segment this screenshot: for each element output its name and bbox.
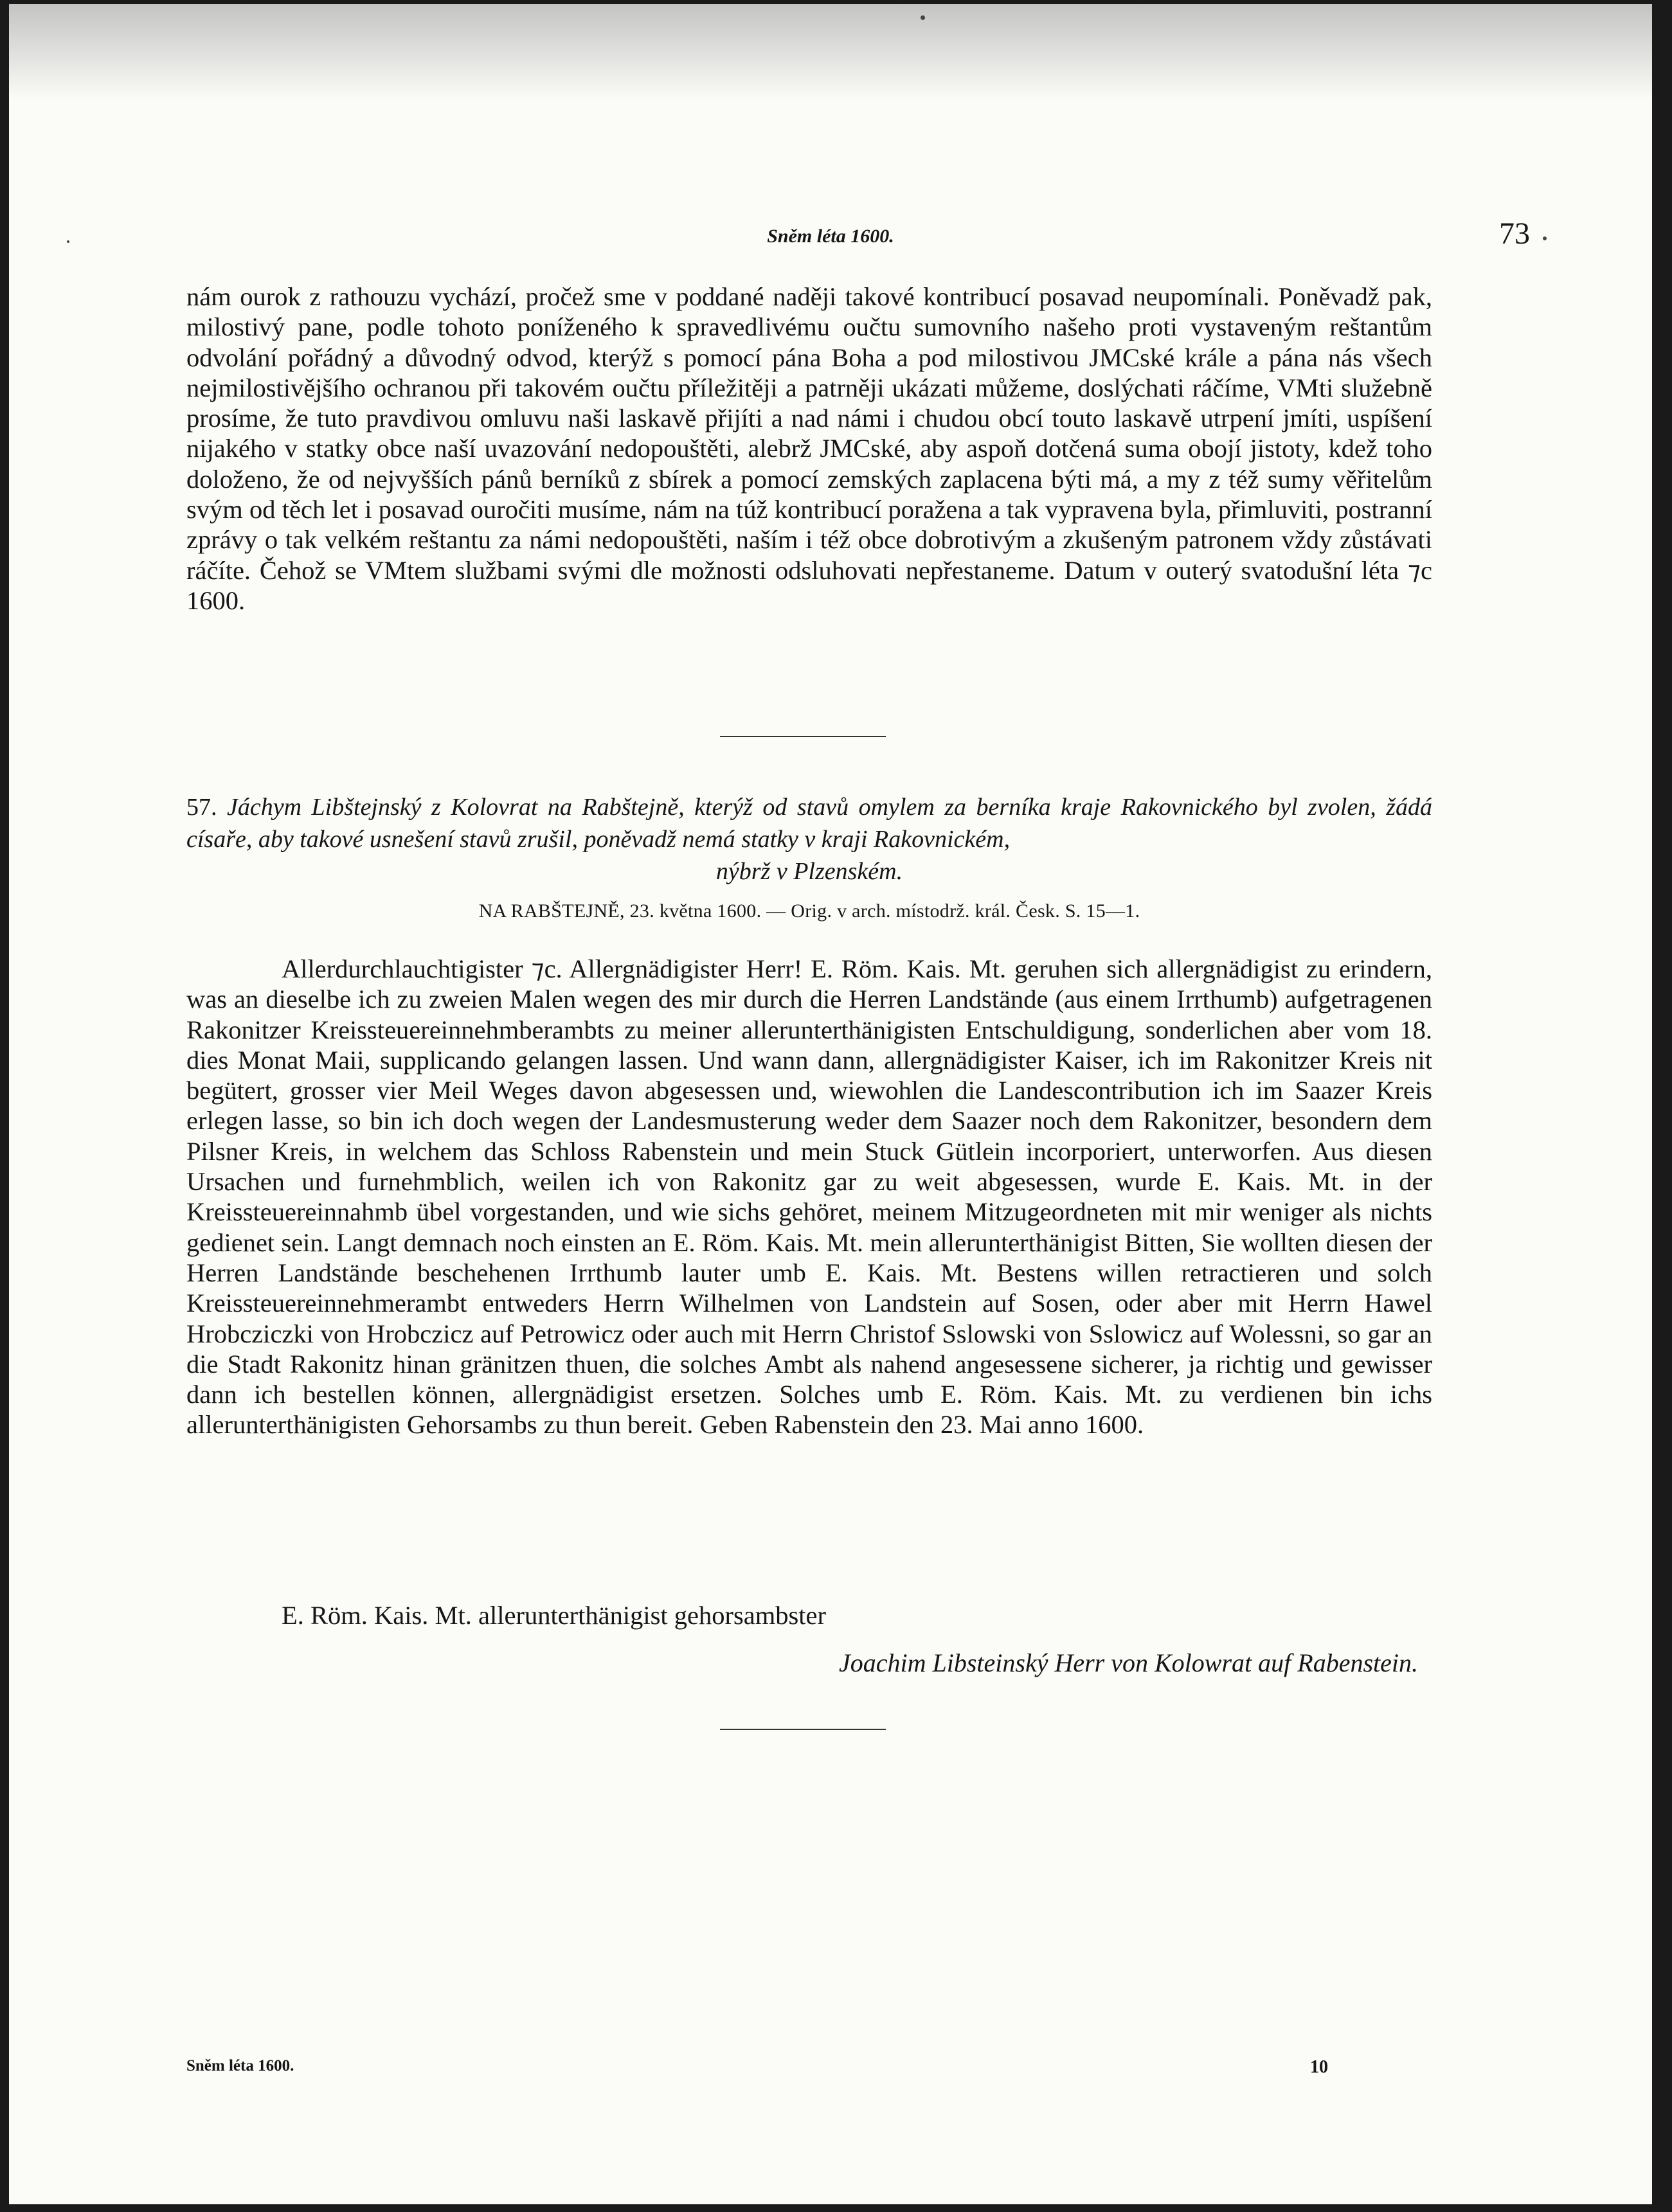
footer-signature-mark: Sněm léta 1600. <box>186 2057 294 2074</box>
closing-formula: E. Röm. Kais. Mt. allerunterthänigist gehorsambster <box>282 1601 826 1630</box>
document-heading <box>186 791 1432 887</box>
book-page <box>9 4 1652 2204</box>
section-divider <box>720 736 886 737</box>
scan-shadow <box>9 4 1652 100</box>
scan-speck <box>921 15 925 20</box>
document-number: 57. <box>186 794 217 821</box>
signature: Joachim Libsteinský Herr von Kolowrat auf Rabenstein. <box>838 1648 1418 1677</box>
document-source: NA RABŠTEJNĚ, 23. května 1600. — Orig. v arch. místodrž. král. Česk. S. 15—1. <box>478 900 1140 922</box>
end-divider <box>720 1729 886 1730</box>
document-heading-last-line: nýbrž v Plzenském. <box>715 858 903 885</box>
paragraph-continued: nám ourok z rathouzu vychází, pročež sme v poddané naději takové kontribucí posavad neupomínali. Poněvadž pak, milostivý pane, podle tohoto poníženého k spravedlivému oučtu sumovního našeho proti vystaveným reštantům odvolání pořádný a důvodný odvod, kterýž s pomocí pána Boha a pod milostivou JMCské krále a pána nás všech nejmilostivějšího ochranou při takovém oučtu příležitěji a patrněji ukázati můžeme, doslýchati ráčíme, VMti služebně prosíme, že tuto pravdivou omluvu naši laskavě přijíti a nad námi i chudou obcí touto laskavě utrpení jmíti, uspíšení nijakého v statky obce naší uvazování nedopouštěti, alebrž JMCské, aby aspoň dotčená suma obojí jistoty, kdež toho doloženo, že od nejvyšších pánů berníků z sbírek a pomocí zemských zaplacena býti má, a my z též sumy věřitelům svým od těch let i posavad ouročiti musíme, nám na túž kontribucí poražena a tak vypravena byla, přimluviti, postranní zprávy o tak velkém reštantu za námi nedopouštěti, naším i též obce dobrotivým a zkušeným patronem vždy zůstávati ráčíte. Čehož se VMtem službami svými dle možnosti odsluhovati nepřestaneme. Datum v outerý svatodušní léta ⁊c 1600. <box>186 282 1432 615</box>
running-title: Sněm léta 1600. <box>767 226 894 247</box>
document-heading-text: Jáchym Libštejnský z Kolovrat na Rabštejně, kterýž od stavů omylem za berníka kraje Rakovnického byl zvolen, žádá císaře, aby takové usnešení stavů zrušil, poněvadž nemá statky v kraji Rakovnickém, <box>186 794 1433 853</box>
footer-sheet-number: 10 <box>1310 2057 1328 2077</box>
page-number: 73 <box>1499 217 1530 251</box>
document-body: Allerdurchlauchtigister ⁊c. Allergnädigister Herr! E. Röm. Kais. Mt. geruhen sich allergnädigist zu erindern, was an dieselbe ich zu zweien Malen wegen des mir durch die Herren Landstände (aus einem Irrthumb) aufgetragenen Rakonitzer Kreissteuereinnehmberambts zu meiner allerunterthänigisten Entschuldigung, sonderlichen aber vom 18. dies Monat Maii, supplicando gelangen lassen. Und wann dann, allergnädigister Kaiser, ich im Rakonitzer Kreis nit begütert, grosser vier Meil Weges davon abgesessen und, wiewohlen die Landescontribution ich im Saazer Kreis erlegen lasse, so bin ich doch wegen der Landesmusterung weder dem Saazer noch dem Rakonitzer, besondern dem Pilsner Kreis, in welchem das Schloss Rabenstein und mein Stuck Gütlein incorporiert, unterworfen. Aus diesen Ursachen und furnehmblich, weilen ich von Rakonitz gar zu weit abgesessen, wurde E. Kais. Mt. in der Kreissteuereinnahmb übel vorgestanden, und wie sichs gehöret, meinem Mitzugeordneten mit mir weniger als nichts gedienet sein. Langt demnach noch einsten an E. Röm. Kais. Mt. mein allerunterthänigist Bitten, Sie wollten diesen der Herren Landstände beschehenen Irrthumb lauter umb E. Kais. Mt. Bestens willen retractieren und solch Kreissteuereinnehmerambt entweders Herrn Wilhelmen von Landstein auf Sosen, oder aber mit Herrn Hawel Hrobcziczki von Hrobczicz auf Petrowicz oder auch mit Herrn Christof Sslowski von Sslowicz auf Wolessni, so gar an die Stadt Rakonitz hinan gränitzen thuen, die solches Ambt als nahend angesessene sicherer, ja richtig und gewisser dann ich bestellen können, allergnädigist ersetzen. Solches umb E. Röm. Kais. Mt. zu verdienen bin ichs allerunterthänigisten Gehorsambs zu thun bereit. Geben Rabenstein den 23. Mai anno 1600. <box>186 954 1432 1440</box>
